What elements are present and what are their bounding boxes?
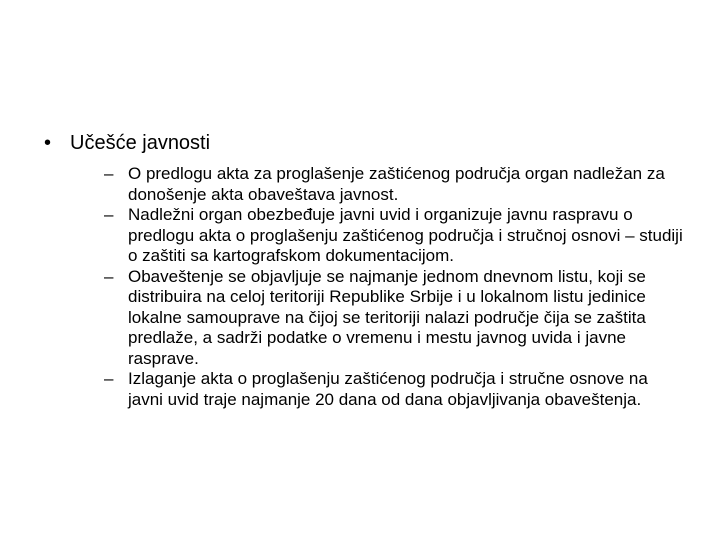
- dash-marker: –: [104, 369, 114, 388]
- dash-marker: –: [104, 164, 114, 183]
- sub-bullet-text: Obaveštenje se objavljuje se najmanje jednom dnevnom listu, koji se distribuira na celoj teritoriji Republike Srbije i u lokalnom listu jedinice lokalne samouprave na čijoj se teritoriji nalazi područje čija se zaštita predlaže, a sadrži podatke o vremenu i mestu javnog uvida i javne rasprave.: [128, 266, 646, 368]
- sub-bullet-item: [104, 369, 684, 410]
- sub-bullet-item: [104, 164, 684, 205]
- dash-marker: –: [104, 205, 114, 224]
- sub-bullet-item: [104, 267, 684, 370]
- slide-content: [44, 130, 684, 410]
- main-bullet: [44, 130, 684, 156]
- sub-bullet-text: Izlaganje akta o proglašenju zaštićenog područja i stručne osnove na javni uvid traje najmanje 20 dana od dana objavljivanja obaveštenja.: [128, 369, 648, 409]
- bullet-marker: •: [44, 132, 52, 154]
- sub-bullet-text: Nadležni organ obezbeđuje javni uvid i organizuje javnu raspravu o predlogu akta o proglašenju zaštićenog područja i stručnoj osnovi – studiji o zaštiti sa kartografskom dokumentacijom.: [128, 205, 683, 265]
- sub-bullet-list: [44, 164, 684, 410]
- dash-marker: –: [104, 266, 114, 286]
- main-bullet-text: Učešće javnosti: [70, 132, 211, 154]
- sub-bullet-text: O predlogu akta za proglašenje zaštićenog područja organ nadležan za donošenje akta obaveštava javnost.: [128, 164, 665, 204]
- sub-bullet-item: [104, 205, 684, 267]
